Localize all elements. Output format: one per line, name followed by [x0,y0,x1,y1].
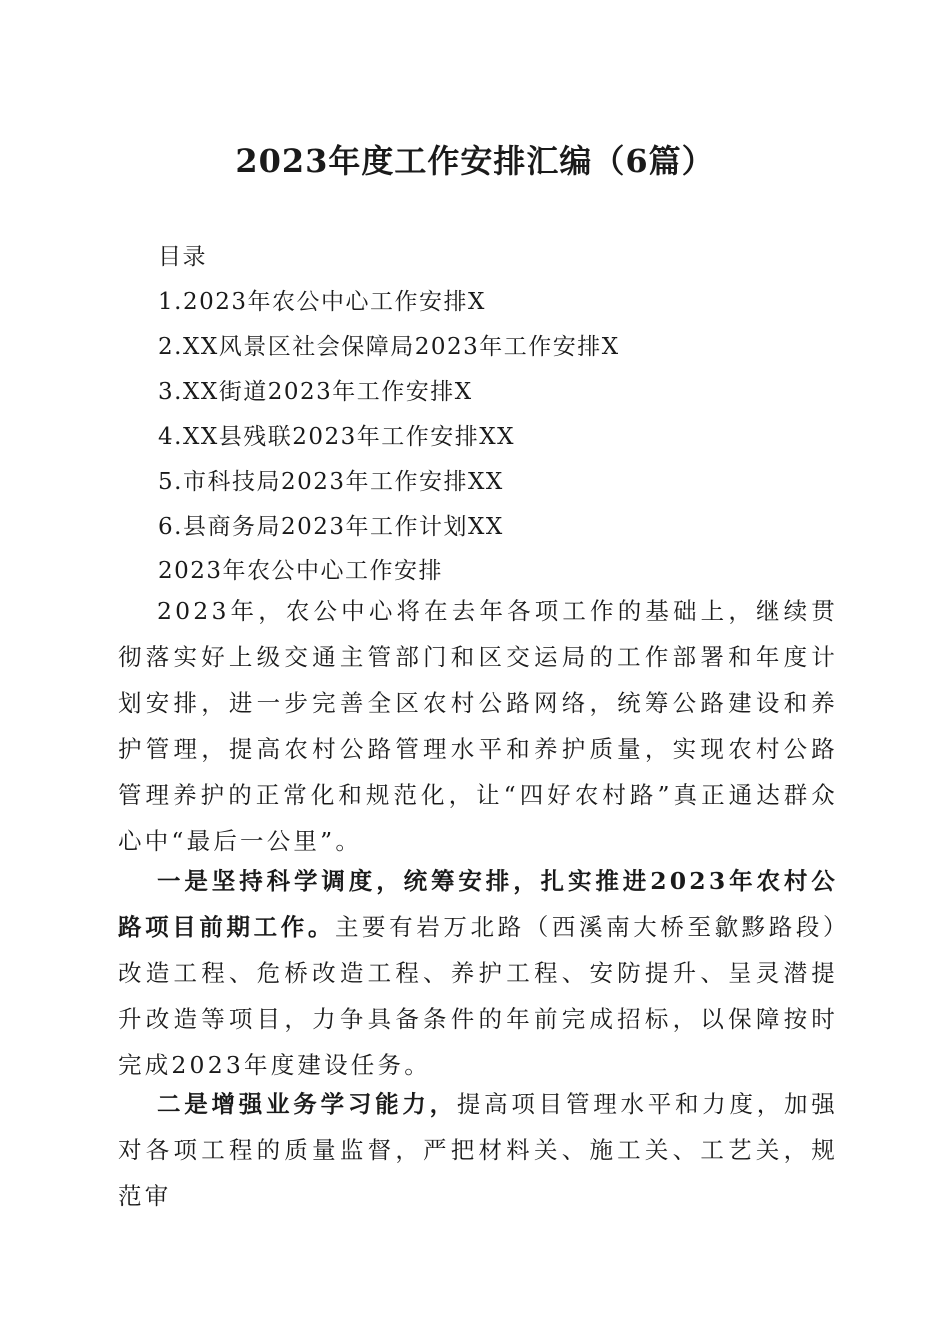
toc-item-1: 1.2023年农公中心工作安排X [158,289,486,315]
paragraph-intro [118,588,838,864]
document-title: 2023年度工作安排汇编（6篇） [235,142,715,180]
paragraph-text: 提高项目管理水平和力度，加强对各项工程的质量监督，严把材料关、施工关、工艺关，规范审 [118,1090,838,1210]
paragraph-item-two [118,1081,838,1219]
paragraph-lead: 一是坚持科学调度，统筹安排，扎实推进2023年农村公路项目前期工作。 [118,867,838,941]
toc-heading: 目录 [158,244,207,270]
toc-item-3: 3.XX街道2023年工作安排X [158,379,473,405]
toc-item-4: 4.XX县残联2023年工作安排XX [158,424,515,450]
toc-item-6: 6.县商务局2023年工作计划XX [158,514,504,540]
paragraph-lead: 二是增强业务学习能力， [157,1090,457,1118]
paragraph-text: 主要有岩万北路（西溪南大桥至歙黟路段）改造工程、危桥改造工程、养护工程、安防提升、呈灵潜提升改造等项目，力争具备条件的年前完成招标，以保障按时完成2023年度建设任务。 [118,913,838,1079]
section-title: 2023年农公中心工作安排 [158,558,444,584]
paragraph-text: 2023年，农公中心将在去年各项工作的基础上，继续贯彻落实好上级交通主管部门和区交运局的工作部署和年度计划安排，进一步完善全区农村公路网络，统筹公路建设和养护管理，提高农村公路管理水平和养护质量，实现农村公路管理养护的正常化和规范化，让“四好农村路”真正通达群众心中“最后一公里”。 [118,597,838,855]
toc-item-5: 5.市科技局2023年工作安排XX [158,469,504,495]
paragraph-item-one [118,858,838,1088]
toc-item-2: 2.XX风景区社会保障局2023年工作安排X [158,334,620,360]
